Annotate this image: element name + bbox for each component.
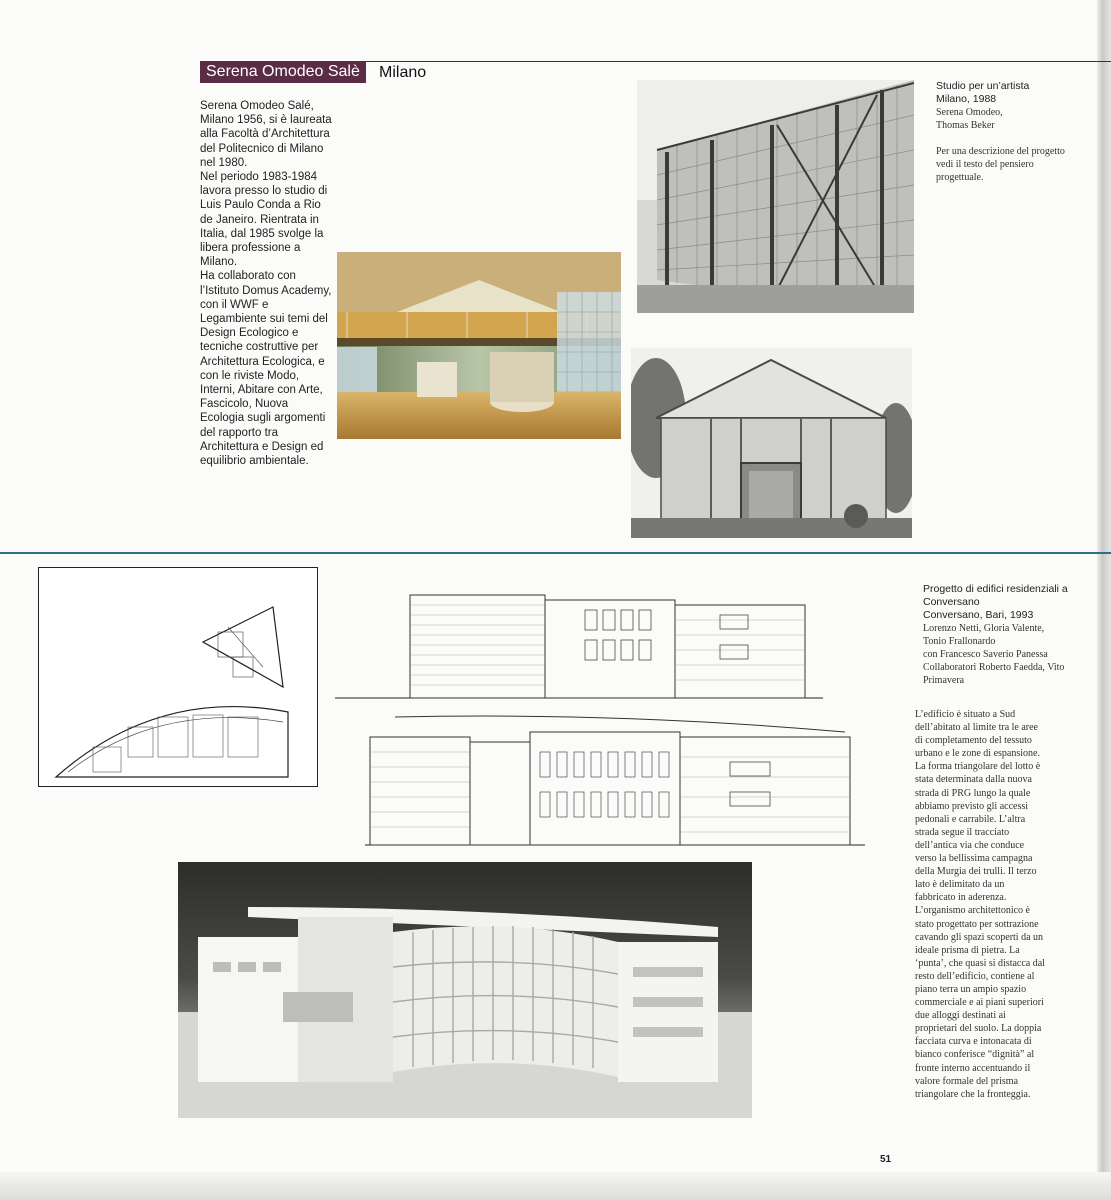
caption-note: Per una descrizione del progetto vedi il testo del pensiero progettuale. (936, 146, 1065, 183)
bio-paragraph: Nel periodo 1983-1984 lavora presso lo studio di Luis Paulo Conda a Rio de Janeiro. Rientrata in Italia, dal 1985 svolge la libera professione a Milano. (200, 171, 328, 269)
caption-studio (936, 80, 1071, 184)
caption-collaborators: Collaboratori Roberto Faedda, Vito Primavera (923, 662, 1065, 686)
caption-author: Thomas Beker (936, 120, 995, 131)
caption-place-year: Conversano, Bari, 1993 (923, 609, 1034, 621)
caption-title: Studio per un’artista (936, 80, 1030, 92)
elevation-drawing-top (335, 570, 823, 700)
gable-facade-photo (631, 348, 912, 538)
caption-place-year: Milano, 1988 (936, 93, 997, 105)
description-paragraph: L’organismo architettonico è stato progettato per sottrazione cavando gli spazi scoperti da un ideale prisma di pietra. La ‘punta’, che quasi si distacca dal resto dell’edificio, contiene al piano terra un ampio spazio commerciale e ai piani superiori due alloggi destinati ai proprietari del suolo. La doppia facciata curva e intonacata di bianco conferisce “dignità” al fronte interno accentuando il valore formale del prisma triangolare che la fronteggia. (915, 905, 1045, 1100)
bio-text (200, 99, 334, 468)
architectural-model-photo (178, 862, 752, 1118)
section-divider (0, 552, 1111, 554)
architect-name: Serena Omodeo Salè (200, 61, 366, 83)
page-bottom-edge (0, 1172, 1111, 1200)
site-plan-drawing (38, 567, 318, 787)
caption-authors: Lorenzo Netti, Gloria Valente, Tonio Frallonardo (923, 623, 1045, 647)
caption-conversano (923, 583, 1068, 687)
page-number: 51 (880, 1154, 892, 1165)
caption-title: Progetto di edifici residenziali a Conversano (923, 583, 1068, 608)
description-paragraph: L’edificio è situato a Sud dell’abitato al limite tra le aree di completamento del tessuto urbano e le zone di espansione. La forma triangolare del lotto è stata determinata dalla nuova strada di PRG lungo la quale abbiamo previsto gli accessi pedonali e carrabile. L’altra strada segue il tracciato dell’antica via che conduce verso la bellissima campagna della Murgia dei trulli. Il terzo lato è delimitato da un fabbricato in aderenza. (915, 709, 1041, 904)
caption-collaborators: con Francesco Saverio Panessa (923, 649, 1048, 660)
glass-block-facade-photo (637, 80, 914, 313)
studio-interior-photo (337, 252, 621, 439)
caption-author: Serena Omodeo, (936, 107, 1003, 118)
elevation-drawing-bottom (365, 712, 865, 847)
bio-paragraph: Ha collaborato con l’Istituto Domus Academy, con il WWF e Legambiente sui temi del Design Ecologico e tecniche costruttive per Architettura Ecologica, e con le riviste Modo, Interni, Abitare con Arte, Fascicolo, Nuova Ecologia sugli argomenti del rapporto tra Architettura e Design ed equilibrio ambientale. (200, 270, 332, 468)
project-description (915, 708, 1047, 1101)
architect-city: Milano (379, 64, 427, 81)
bio-paragraph: Serena Omodeo Salé, Milano 1956, si è laureata alla Facoltà d’Architettura del Politecnico di Milano nel 1980. (200, 100, 332, 169)
page-edge (1097, 0, 1111, 1200)
